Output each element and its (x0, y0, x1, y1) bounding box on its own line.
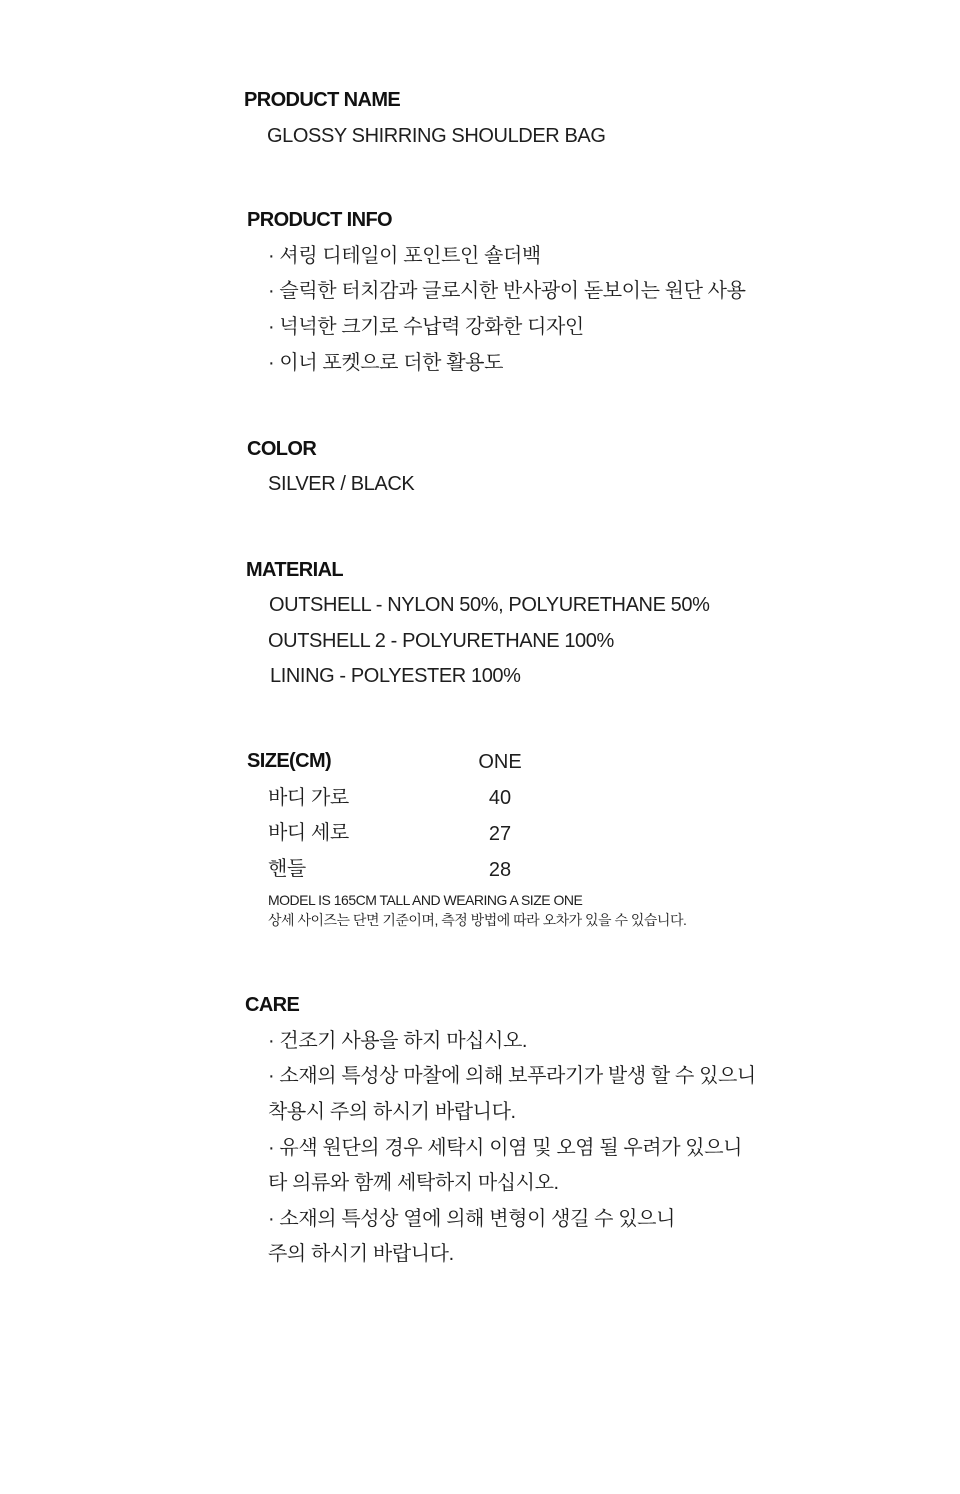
care-line: · 유색 원단의 경우 세탁시 이염 및 오염 될 우려가 있으니 (268, 1137, 743, 1159)
care-line: · 소재의 특성상 열에 의해 변형이 생길 수 있으니 (268, 1208, 675, 1230)
product-info-item: · 셔링 디테일이 포인트인 숄더백 (268, 245, 541, 267)
material-item: OUTSHELL 2 - POLYURETHANE 100% (268, 630, 614, 652)
size-row-label: 바디 세로 (268, 822, 349, 844)
product-name-value: GLOSSY SHIRRING SHOULDER BAG (267, 125, 606, 147)
product-name-heading: PRODUCT NAME (244, 89, 401, 111)
material-item: LINING - POLYESTER 100% (270, 665, 521, 687)
size-column-header: ONE (478, 751, 522, 773)
size-row-label: 바디 가로 (268, 787, 349, 809)
color-heading: COLOR (247, 438, 317, 460)
color-value: SILVER / BLACK (268, 473, 415, 495)
size-row-value: 27 (488, 823, 512, 845)
product-info-item: · 이너 포켓으로 더한 활용도 (268, 352, 504, 374)
care-line: 착용시 주의 하시기 바랍니다. (268, 1101, 516, 1123)
care-line: · 건조기 사용을 하지 마십시오. (268, 1030, 528, 1052)
size-row-value: 40 (488, 787, 512, 809)
care-line: 타 의류와 함께 세탁하지 마십시오. (268, 1172, 559, 1194)
size-model-note: MODEL IS 165CM TALL AND WEARING A SIZE ONE (268, 892, 583, 908)
size-measure-note: 상세 사이즈는 단면 기준이며, 측정 방법에 따라 오차가 있을 수 있습니다. (268, 912, 687, 928)
care-line: 주의 하시기 바랍니다. (268, 1243, 454, 1265)
product-info-item: · 슬릭한 터치감과 글로시한 반사광이 돋보이는 원단 사용 (268, 280, 746, 302)
material-heading: MATERIAL (246, 559, 344, 581)
material-item: OUTSHELL - NYLON 50%, POLYURETHANE 50% (269, 594, 710, 616)
product-info-item: · 넉넉한 크기로 수납력 강화한 디자인 (268, 316, 584, 338)
size-heading: SIZE(CM) (247, 750, 332, 772)
size-row-label: 핸들 (268, 858, 306, 880)
care-line: · 소재의 특성상 마찰에 의해 보푸라기가 발생 할 수 있으니 (268, 1065, 756, 1087)
care-heading: CARE (245, 994, 300, 1016)
product-info-heading: PRODUCT INFO (247, 209, 393, 231)
size-row-value: 28 (488, 859, 512, 881)
